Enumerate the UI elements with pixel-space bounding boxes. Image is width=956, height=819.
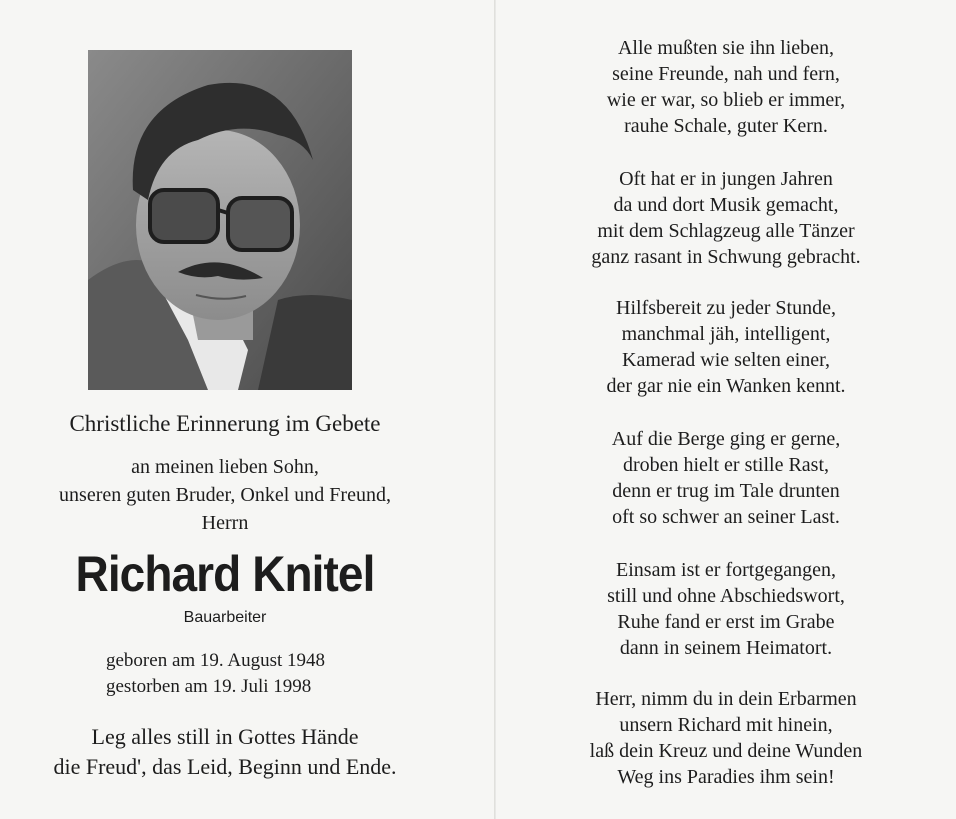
poem-stanza — [496, 686, 956, 790]
poem-line: Ruhe fand er erst im Grabe — [617, 611, 835, 633]
poem-line: still und ohne Abschiedswort, — [607, 585, 845, 607]
poem-stanza — [496, 35, 956, 139]
poem-panel — [496, 0, 956, 819]
address-line: unseren guten Bruder, Onkel und Freund, — [59, 484, 391, 506]
poem-line: unsern Richard mit hinein, — [619, 714, 833, 736]
poem-line: Einsam ist er fortgegangen, — [616, 559, 836, 581]
poem-line: denn er trug im Tale drunten — [612, 480, 840, 502]
birth-date: geboren am 19. August 1948 — [106, 650, 326, 671]
poem-line: dann in seinem Heimatort. — [619, 637, 833, 659]
poem-line: mit dem Schlagzeug alle Tänzer — [597, 220, 855, 242]
address-line: an meinen lieben Sohn, — [131, 456, 319, 478]
poem-line: Alle mußten sie ihn lieben, — [617, 37, 835, 59]
verse-line: Leg alles still in Gottes Hände — [91, 724, 359, 749]
death-date: gestorben am 19. Juli 1998 — [106, 676, 312, 697]
poem-line: wie er war, so blieb er immer, — [606, 89, 846, 111]
life-dates — [106, 648, 325, 700]
poem-line: Weg ins Paradies ihm sein! — [617, 766, 835, 788]
occupation: Bauarbeiter — [183, 609, 267, 626]
poem-stanza — [496, 557, 956, 661]
poem-stanza — [496, 426, 956, 530]
poem-line: Kamerad wie selten einer, — [622, 349, 830, 371]
poem-stanza — [496, 166, 956, 270]
poem-line: Hilfsbereit zu jeder Stunde, — [616, 297, 836, 319]
verse-line: die Freud', das Leid, Beginn und Ende. — [53, 754, 397, 779]
poem-line: Oft hat er in jungen Jahren — [619, 168, 833, 190]
address-line: Herrn — [201, 512, 249, 534]
poem-line: da und dort Musik gemacht, — [613, 194, 839, 216]
address-lines — [0, 453, 450, 537]
poem-line: Auf die Berge ging er gerne, — [611, 428, 841, 450]
poem-line: seine Freunde, nah und fern, — [612, 63, 840, 85]
poem-line: der gar nie ein Wanken kennt. — [606, 375, 846, 397]
poem-line: oft so schwer an seiner Last. — [612, 506, 840, 528]
poem-line: Herr, nimm du in dein Erbarmen — [595, 688, 857, 710]
deceased-name: Richard Knitel — [75, 546, 375, 602]
portrait-illustration — [88, 50, 352, 390]
poem-line: manchmal jäh, intelligent, — [621, 323, 831, 345]
poem-stanza — [496, 295, 956, 399]
closing-verse — [0, 722, 450, 782]
poem-line: laß dein Kreuz und deine Wunden — [589, 740, 863, 762]
poem-line: rauhe Schale, guter Kern. — [624, 115, 828, 137]
poem-line: droben hielt er stille Rast, — [622, 454, 830, 476]
intro-text: Christliche Erinnerung im Gebete — [69, 411, 381, 436]
portrait-photo — [88, 50, 352, 390]
poem-line: ganz rasant in Schwung gebracht. — [591, 246, 861, 268]
